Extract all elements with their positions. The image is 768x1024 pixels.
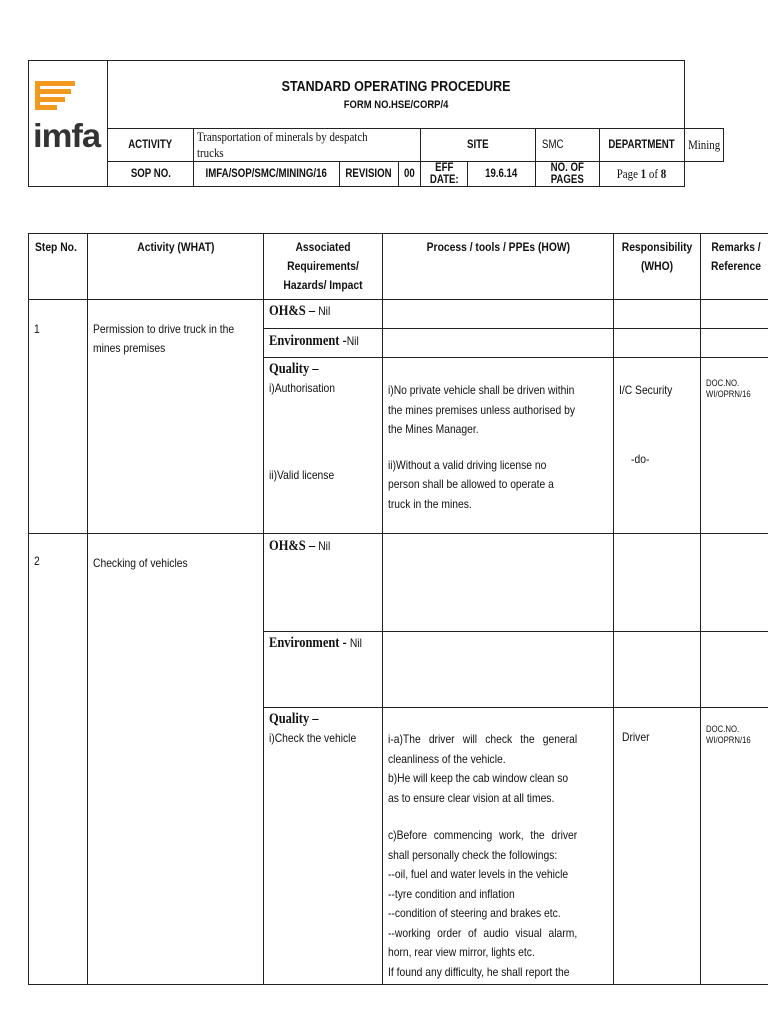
process-text: i)No private vehicle shall be driven within the mines premises unless authorised by the Mines Manager.: [388, 383, 576, 436]
table-row: [29, 534, 768, 632]
ohs-label: OH&S –: [269, 303, 319, 319]
environment-label: Environment -: [269, 333, 347, 349]
responsibility-text: I/C Security: [619, 383, 673, 397]
company-logo: [29, 61, 108, 187]
activity-label: ACTIVITY: [128, 139, 173, 151]
revision-label: REVISION: [345, 168, 392, 180]
ohs-value: Nil: [318, 539, 331, 553]
step-activity: Checking of vehicles: [93, 556, 188, 570]
step-number: 2: [34, 554, 40, 568]
requirement-item: ii)Valid license: [269, 468, 335, 482]
procedure-table: [28, 233, 768, 985]
quality-label: Quality –: [269, 361, 319, 377]
sop-header-table: [28, 60, 724, 187]
process-text: If found any difficulty, he shall report the: [388, 964, 570, 979]
responsibility-text: -do-: [631, 452, 650, 466]
requirement-item: i)Check the vehicle: [269, 731, 357, 745]
site-value: SMC: [541, 139, 564, 151]
activity-value: Transportation of minerals by despatch trucks: [197, 129, 368, 160]
process-text: --working order of audio visual alarm, horn, rear view mirror, lights etc.: [388, 925, 578, 959]
page-counter: Page 1 of 8: [616, 166, 667, 181]
col-header-step: Step No.: [35, 240, 77, 254]
environment-value: Nil: [346, 334, 359, 348]
process-text: --tyre condition and inflation: [388, 886, 515, 901]
col-header-remarks: Remarks / Reference: [711, 240, 761, 273]
sop-value: IMFA/SOP/SMC/MINING/16: [205, 168, 328, 180]
step-number: 1: [34, 322, 40, 336]
quality-label: Quality –: [269, 711, 319, 727]
eff-date-label: EFF DATE:: [429, 162, 459, 186]
pages-label: NO. OF PAGES: [550, 162, 584, 186]
ohs-label: OH&S –: [269, 538, 319, 554]
process-text: c)Before commencing work, the driver shall personally check the followings:: [388, 828, 578, 862]
col-header-requirements: Associated Requirements/ Hazards/ Impact: [283, 240, 363, 292]
department-label: DEPARTMENT: [608, 139, 675, 151]
ohs-value: Nil: [318, 304, 331, 318]
remark-reference: DOC.NO. WI/OPRN/16: [706, 724, 751, 745]
step-activity: Permission to drive truck in the mines premises: [93, 322, 235, 355]
sop-label: SOP NO.: [130, 168, 171, 180]
col-header-activity: Activity (WHAT): [136, 240, 215, 254]
environment-label: Environment -: [269, 635, 350, 651]
process-text: ii)Without a valid driving license no person shall be allowed to operate a truck in the mines.: [388, 457, 554, 511]
process-text: b)He will keep the cab window clean so as to ensure clear vision at all times.: [388, 771, 569, 805]
document-title: STANDARD OPERATING PROCEDURE: [281, 78, 511, 95]
logo-text: imfa: [33, 116, 101, 154]
table-row: [29, 300, 768, 329]
process-text: --oil, fuel and water levels in the vehicle: [388, 867, 569, 881]
process-text: --condition of steering and brakes etc.: [388, 906, 561, 920]
form-number: FORM NO.HSE/CORP/4: [343, 98, 449, 111]
eff-date-value: 19.6.14: [485, 168, 518, 180]
responsibility-text: Driver: [622, 730, 650, 744]
site-label: SITE: [467, 139, 489, 151]
requirement-item: i)Authorisation: [269, 381, 335, 395]
col-header-responsibility: Responsibility (WHO): [621, 240, 693, 273]
col-header-process: Process / tools / PPEs (HOW): [426, 240, 570, 254]
revision-value: 00: [403, 168, 415, 180]
remark-reference: DOC.NO. WI/OPRN/16: [706, 378, 751, 399]
process-text: i-a)The driver will check the general cleanliness of the vehicle.: [388, 732, 578, 766]
department-value: Mining: [687, 137, 720, 152]
environment-value: Nil: [349, 636, 362, 650]
